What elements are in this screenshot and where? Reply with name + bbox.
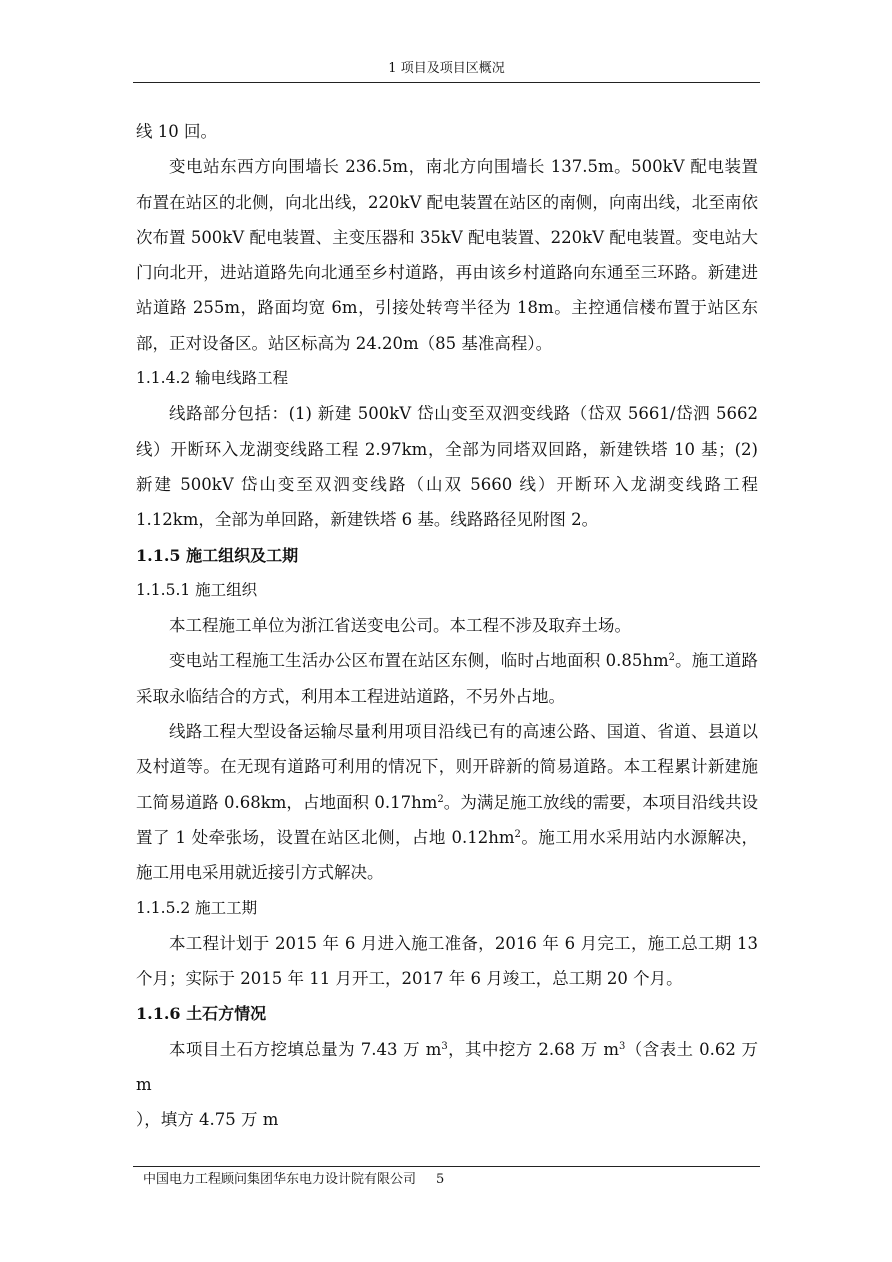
- page-header-title: 1 项目及项目区概况: [388, 61, 505, 76]
- header-divider: [133, 82, 760, 83]
- paragraph-construction-period: 本工程计划于 2015 年 6 月进入施工准备，2016 年 6 月完工，施工总工期 13 个月；实际于 2015 年 11 月开工，2017 年 6 月竣工，总工期 20 个月。: [136, 933, 758, 989]
- paragraph-construction-office: [136, 643, 758, 714]
- superscript: 3: [618, 1040, 626, 1052]
- paragraph-substation: 变电站东西方向围墙长 236.5m，南北方向围墙长 137.5m。500kV 配电装置布置在站区的北侧，向北出线，220kV 配电装置在站区的南侧，向南出线，北至南依次布置 500kV 配电装置、主变压器和 35kV 配电装置、220kV 配电装置。变电站大门向北开，进站道路先向北通至乡村道路，再由该乡村道路向东通至三环路。新建进站道路 255m，路面均宽 6m，引接处转弯半径为 18m。主控通信楼布置于站区东部，正对设备区。站区标高为 24.20m（85 基准高程）。: [136, 157, 758, 353]
- text-span: ，其中挖方 2.68 万 m: [447, 1039, 619, 1059]
- paragraph-construction-unit: 本工程施工单位为浙江省送变电公司。本工程不涉及取弃土场。: [169, 616, 631, 636]
- heading-1-1-5-1: 1.1.5.1 施工组织: [136, 580, 258, 599]
- footer-divider: [133, 1166, 760, 1167]
- footer-company: 中国电力工程顾问集团华东电力设计院有限公司: [143, 1172, 417, 1187]
- superscript: 2: [437, 793, 444, 805]
- heading-1-1-4-2: 1.1.4.2 输电线路工程: [136, 369, 289, 388]
- document-body: [136, 114, 758, 1138]
- heading-1-1-6: 1.1.6 土石方情况: [136, 1004, 267, 1024]
- paragraph-earthwork: [136, 1032, 758, 1138]
- text-span: （含表土 0.62 万 m: [136, 1039, 758, 1095]
- text-span: 变电站工程施工生活办公区布置在站区东侧，临时占地面积 0.85hm: [169, 651, 669, 671]
- text-span: 。为满足施工放线的需要，本项目沿线共设置了 1 处牵张场，设置在站区北侧，占地 0.12hm: [136, 792, 758, 847]
- text-span: 线路工程大型设备运输尽量利用项目沿线已有的高速公路、国道、省道、县道以及村道等。在无现有道路可利用的情况下，则开辟新的简易道路。本工程累计新建施工简易道路 0.68km，占地面积 0.17hm: [136, 722, 758, 812]
- paragraph-construction-roads: [136, 714, 758, 890]
- heading-1-1-5-2: 1.1.5.2 施工工期: [136, 898, 258, 917]
- superscript: 3: [441, 1040, 448, 1052]
- text-span: 。施工用水采用站内水源解决，施工用电采用就近接引方式解决。: [136, 827, 758, 883]
- heading-1-1-5: 1.1.5 施工组织及工期: [136, 545, 299, 565]
- text-span: 本项目土石方挖填总量为 7.43 万 m: [169, 1039, 442, 1059]
- superscript: 2: [668, 652, 676, 664]
- page-number: 5: [436, 1172, 445, 1187]
- page-footer: [143, 1171, 444, 1189]
- superscript: 2: [514, 828, 521, 840]
- paragraph-transmission-line: 线路部分包括：(1) 新建 500kV 岱山变至双泗变线路（岱双 5661/岱泗 5662 线）开断环入龙湖变线路工程 2.97km，全部为同塔双回路，新建铁塔 10 基；(2) 新建 500kV 岱山变至双泗变线路（山双 5660 线）开断环入龙湖变线路工程 1.12km，全部为单回路，新建铁塔 6 基。线路路径见附图 2。: [136, 404, 758, 530]
- text-span: ），填方 4.75 万 m: [136, 1110, 279, 1130]
- text-span: 。施工道路采取永临结合的方式，利用本工程进站道路，不另外占地。: [136, 651, 758, 706]
- paragraph-continuation: 线 10 回。: [136, 122, 217, 141]
